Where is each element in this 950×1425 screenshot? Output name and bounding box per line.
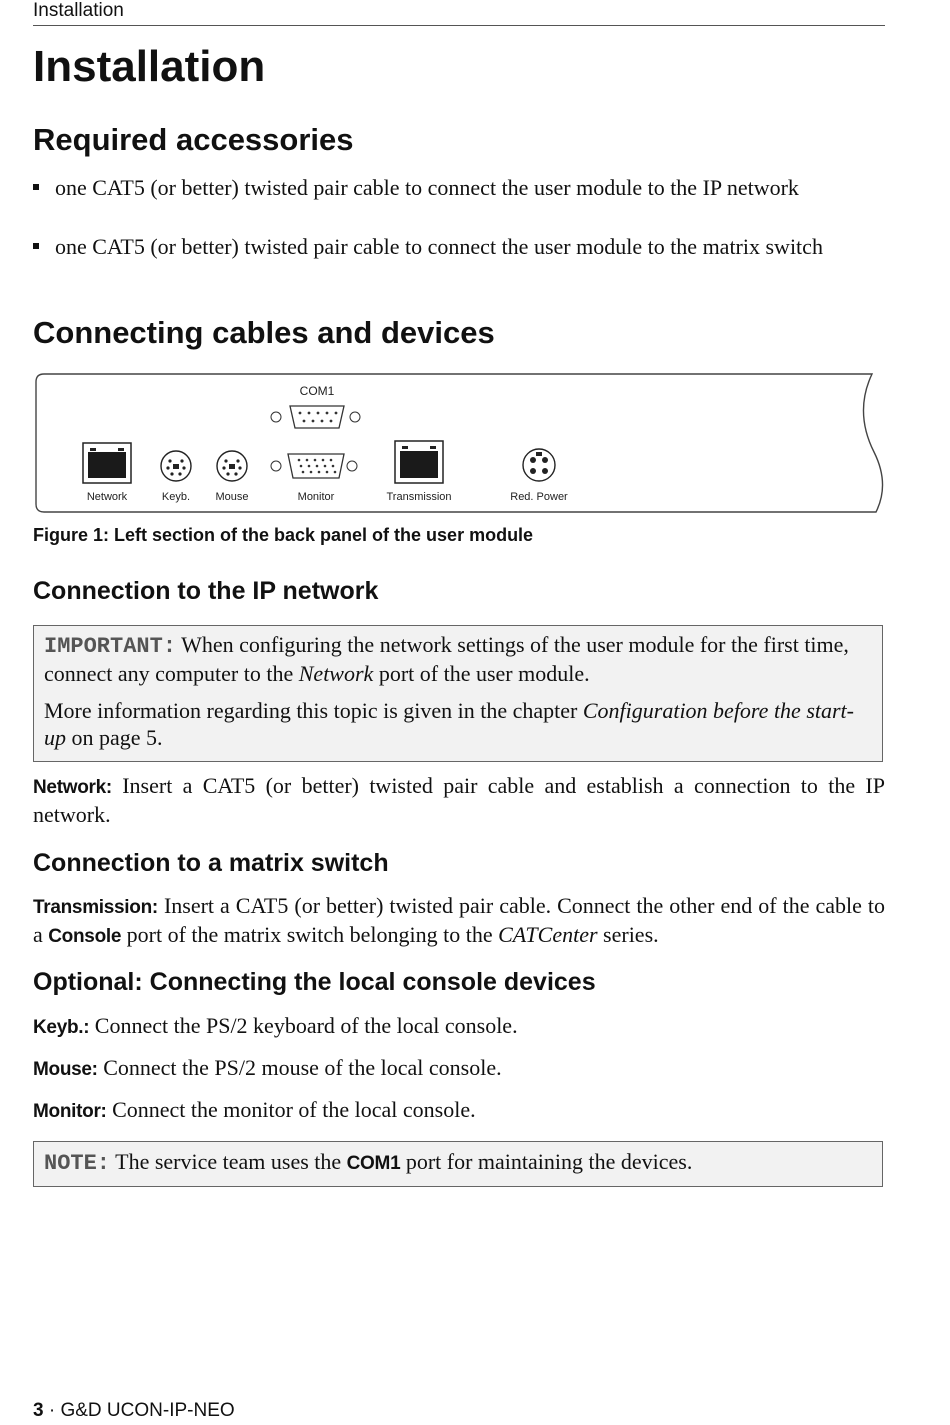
com1-ref: COM1: [346, 1153, 401, 1174]
running-header: Installation: [33, 0, 124, 21]
power-port-label: Red. Power: [510, 491, 568, 503]
keyb-text: Connect the PS/2 keyboard of the local console.: [94, 1013, 518, 1038]
heading-matrix-switch: Connection to a matrix switch: [33, 849, 389, 877]
catcenter-ref: CATCenter: [498, 922, 598, 947]
mouse-text: Connect the PS/2 mouse of the local console.: [103, 1055, 502, 1080]
network-label: Network:: [33, 777, 112, 798]
monitor-port-label: Monitor: [297, 491, 335, 503]
list-item: [33, 233, 833, 260]
page-footer: [33, 1400, 235, 1422]
list-item-text: one CAT5 (or better) twisted pair cable to connect the user module to the IP network: [55, 175, 799, 200]
network-paragraph: [33, 772, 885, 828]
com1-label: COM1: [299, 384, 335, 398]
keyb-paragraph: [33, 1012, 885, 1041]
note-text: The service team uses the: [115, 1149, 342, 1174]
important-text: When configuring the network settings of the user module for the first time, connect any computer to the: [44, 632, 849, 686]
monitor-paragraph: [33, 1096, 885, 1125]
back-panel-figure: [34, 372, 886, 514]
important-box: [33, 625, 883, 762]
network-text: Insert a CAT5 (or better) twisted pair cable and establish a connection to the IP network.: [33, 773, 885, 827]
network-port-label: Network: [86, 491, 128, 503]
network-port-icon: [83, 443, 131, 483]
important-text: port of the user module.: [378, 661, 590, 686]
more-info-text: More information regarding this topic is given in the chapter: [44, 698, 578, 723]
header-rule: [33, 25, 885, 26]
figure-caption: Figure 1: Left section of the back panel of the user module: [33, 525, 534, 545]
list-item-text: one CAT5 (or better) twisted pair cable to connect the user module to the matrix switch: [55, 234, 823, 259]
monitor-text: Connect the monitor of the local console.: [112, 1097, 476, 1122]
heading-connecting-cables: Connecting cables and devices: [33, 315, 495, 350]
heading-optional-console: Optional: Connecting the local console devices: [33, 968, 596, 996]
note-label: NOTE:: [44, 1151, 111, 1176]
note-text: port for maintaining the devices.: [405, 1149, 693, 1174]
heading-required-accessories: Required accessories: [33, 122, 354, 157]
transmission-text: Insert a CAT5 (or better) twisted pair cable. Connect the other end of the cable to a: [33, 893, 885, 947]
important-label: IMPORTANT:: [44, 634, 177, 659]
mouse-label: Mouse:: [33, 1059, 98, 1080]
monitor-port-icon: [288, 454, 344, 478]
chapter-link[interactable]: Configuration before the start-up: [44, 698, 854, 750]
list-item: [33, 174, 833, 201]
transmission-text: port of the matrix switch belonging to the: [126, 922, 493, 947]
footer-separator: ·: [48, 1400, 56, 1421]
heading-ip-network: Connection to the IP network: [33, 577, 379, 605]
mouse-port-icon: [217, 451, 247, 481]
transmission-port-label: Transmission: [386, 491, 452, 503]
page-number: 3: [33, 1400, 44, 1421]
network-port-ref: Network: [298, 661, 374, 686]
keyboard-port-icon: [161, 451, 191, 481]
product-name: G&D UCON-IP-NEO: [60, 1400, 235, 1421]
transmission-text: series.: [603, 922, 659, 947]
keyb-port-label: Keyb.: [161, 491, 191, 503]
mouse-port-label: Mouse: [215, 491, 249, 503]
more-info-text: on page 5.: [71, 725, 163, 750]
page-title: Installation: [33, 42, 266, 91]
com1-port-icon: [290, 406, 344, 428]
more-info-paragraph: [44, 697, 872, 751]
important-paragraph: [44, 631, 872, 687]
note-box: [33, 1141, 883, 1187]
bullet-square-icon: [33, 243, 39, 249]
transmission-port-icon: [395, 441, 443, 483]
keyb-label: Keyb.:: [33, 1017, 90, 1038]
mouse-paragraph: [33, 1054, 885, 1083]
power-port-icon: [523, 449, 555, 481]
monitor-label: Monitor:: [33, 1101, 107, 1122]
transmission-label: Transmission:: [33, 897, 158, 918]
console-port-ref: Console: [48, 926, 122, 947]
transmission-paragraph: [33, 892, 885, 950]
bullet-square-icon: [33, 184, 39, 190]
